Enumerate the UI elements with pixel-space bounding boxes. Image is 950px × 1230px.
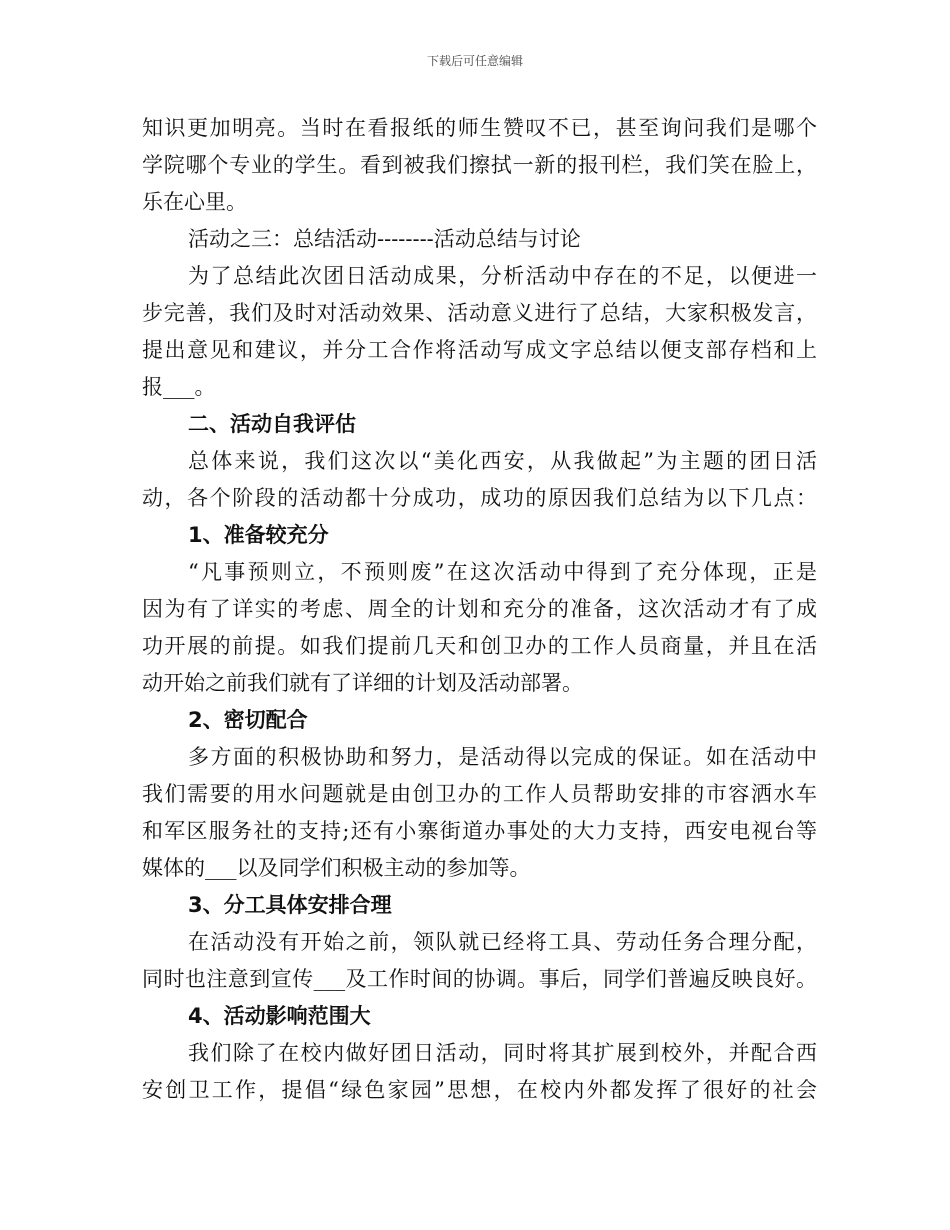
activity-three-title: 活动之三：总结活动--------活动总结与讨论 [188, 227, 581, 251]
document-body [142, 110, 817, 1109]
paragraph-line: “凡事预则立，不预则废”在这次活动中得到了充分体现，正是 [188, 560, 817, 584]
paragraph-line: 乐在心里。 [142, 190, 247, 214]
paragraph-line: 我们除了在校内做好团日活动，同时将其扩展到校外，并配合西 [188, 1041, 817, 1065]
paragraph-line: 和军区服务社的支持;还有小寨街道办事处的大力支持，西安电视台等 [142, 819, 817, 843]
paragraph-line: 多方面的积极协助和努力，是活动得以完成的保证。如在活动中 [188, 745, 817, 769]
paragraph-line: 安创卫工作，提倡“绿色家园”思想，在校内外都发挥了很好的社会 [142, 1078, 817, 1102]
paragraph-line: 知识更加明亮。当时在看报纸的师生赞叹不已，甚至询问我们是哪个 [142, 116, 817, 140]
paragraph-line: 功开展的前提。如我们提前几天和创卫办的工作人员商量，并且在活 [142, 634, 817, 658]
paragraph-line: 因为有了详实的考虑、周全的计划和充分的准备，这次活动才有了成 [142, 597, 817, 621]
paragraph-line: 提出意见和建议，并分工合作将活动写成文字总结以便支部存档和上 [142, 338, 817, 362]
paragraph-line: 同时也注意到宣传___及工作时间的协调。事后，同学们普遍反映良好。 [142, 967, 817, 991]
section-heading-self-evaluation: 二、活动自我评估 [188, 412, 356, 436]
subheading-cooperation: 2、密切配合 [188, 708, 308, 732]
paragraph-line: 报___。 [142, 375, 216, 399]
paragraph-line: 动开始之前我们就有了详细的计划及活动部署。 [142, 671, 583, 695]
subheading-preparation: 1、准备较充分 [188, 523, 329, 547]
paragraph-line: 动，各个阶段的活动都十分成功，成功的原因我们总结为以下几点： [142, 486, 817, 510]
subheading-task-allocation: 3、分工具体安排合理 [188, 893, 392, 917]
paragraph-line: 总体来说，我们这次以“美化西安，从我做起”为主题的团日活 [188, 449, 817, 473]
paragraph-line: 媒体的___以及同学们积极主动的参加等。 [142, 856, 531, 880]
paragraph-line: 为了总结此次团日活动成果，分析活动中存在的不足，以便进一 [188, 264, 817, 288]
paragraph-line: 学院哪个专业的学生。看到被我们擦拭一新的报刊栏，我们笑在脸上， [142, 153, 817, 177]
paragraph-line: 步完善，我们及时对活动效果、活动意义进行了总结，大家积极发言， [142, 301, 817, 325]
paragraph-line: 在活动没有开始之前，领队就已经将工具、劳动任务合理分配， [188, 930, 817, 954]
subheading-influence: 4、活动影响范围大 [188, 1004, 371, 1028]
paragraph-line: 我们需要的用水问题就是由创卫办的工作人员帮助安排的市容洒水车 [142, 782, 817, 806]
page-header-note: 下载后可任意编辑 [426, 54, 523, 68]
